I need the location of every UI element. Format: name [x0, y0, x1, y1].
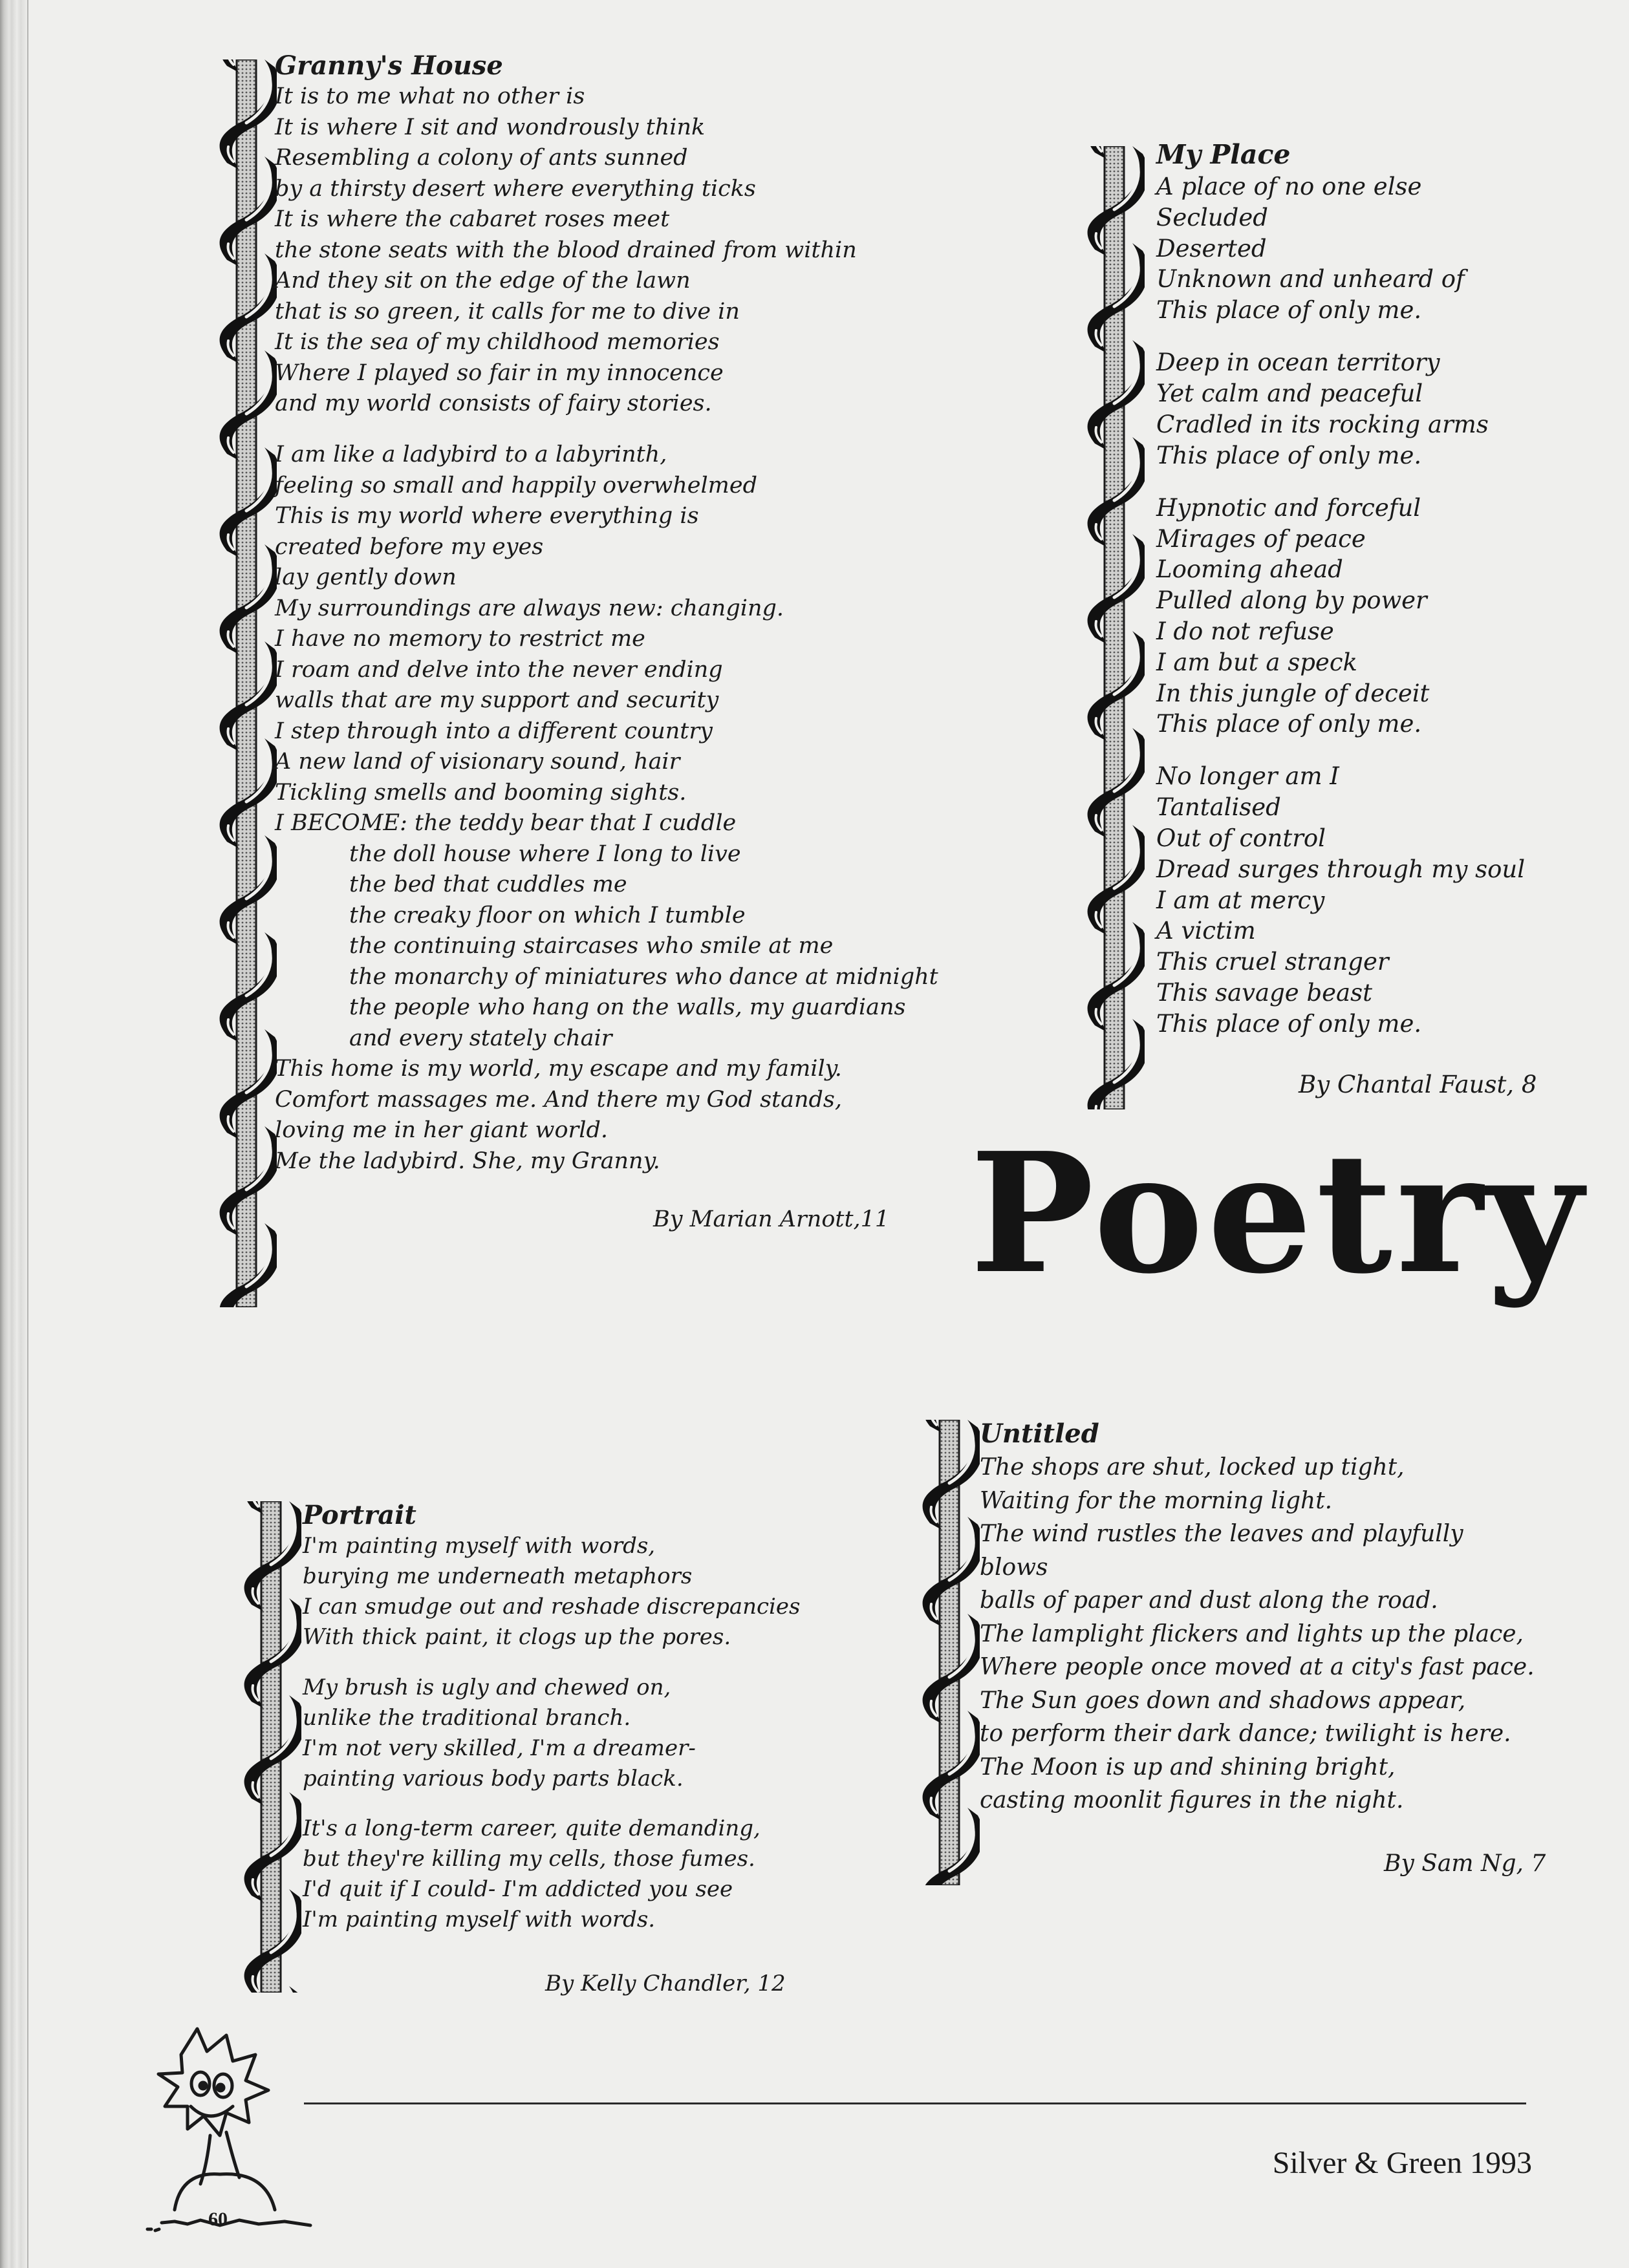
poem-title: Portrait: [303, 1500, 416, 1530]
poem-line: Me the ladybird. She, my Granny.: [275, 1148, 660, 1174]
stanza-break: [275, 420, 947, 440]
poem-line: I BECOME: the teddy bear that I cuddle: [275, 810, 737, 836]
poem-my-place: [1156, 138, 1544, 1098]
poem-line: I have no memory to restrict me: [275, 626, 645, 652]
section-heading: Poetry: [970, 1117, 1587, 1311]
poem-line: I am but a speck: [1156, 648, 1357, 676]
poem-line: to perform their dark dance; twilight is here.: [980, 1720, 1511, 1747]
poem-line: It's a long-term career, quite demanding,: [303, 1815, 761, 1842]
poem-line: I'm painting myself with words.: [303, 1907, 656, 1933]
poem-line: This place of only me.: [1156, 1009, 1422, 1038]
poem-line: This place of only me.: [1156, 441, 1422, 469]
poem-byline: By Sam Ng, 7: [1384, 1850, 1546, 1877]
poem-line: No longer am I: [1156, 762, 1339, 791]
poem-line: Deserted: [1156, 234, 1267, 262]
stanza-break: [1156, 326, 1544, 347]
poem-line: lay gently down: [275, 564, 457, 590]
poem-line: that is so green, it calls for me to dive in: [275, 298, 740, 325]
poem-line: balls of paper and dust along the road.: [980, 1587, 1438, 1614]
poem-line: Mirages of peace: [1156, 524, 1366, 553]
poem-line: casting moonlit figures in the night.: [980, 1787, 1404, 1813]
poem-line: It is the sea of my childhood memories: [275, 329, 720, 355]
poem-line: This is my world where everything is: [275, 503, 699, 529]
poem-body: [275, 81, 947, 1177]
poem-body: [303, 1531, 833, 1935]
poem-line: This place of only me.: [1156, 296, 1422, 325]
poem-byline: By Marian Arnott,11: [653, 1206, 890, 1232]
poem-line: This place of only me.: [1156, 710, 1422, 738]
poem-line: the bed that cuddles me: [349, 872, 627, 897]
poem-line: but they're killing my cells, those fumes.: [303, 1846, 755, 1872]
poem-line: feeling so small and happily overwhelmed: [275, 472, 757, 498]
poem-line: Where I played so fair in my innocence: [275, 359, 724, 386]
stanza-break: [303, 1653, 833, 1673]
poem-line: by a thirsty desert where everything ticks: [275, 175, 756, 202]
poem-title: Untitled: [980, 1418, 1099, 1449]
poem-line: I am like a ladybird to a labyrinth,: [275, 442, 667, 467]
poem-line: Resembling a colony of ants sunned: [275, 145, 688, 171]
poem-title: Granny's House: [275, 50, 503, 81]
poem-line: unlike the traditional branch.: [303, 1704, 631, 1731]
poem-line: The Moon is up and shining bright,: [980, 1753, 1396, 1781]
poem-line: It is to me what no other is: [275, 83, 585, 109]
stanza-break: [1156, 740, 1544, 761]
poem-line: Yet calm and peaceful: [1156, 380, 1423, 408]
poem-line: And they sit on the edge of the lawn: [275, 268, 691, 294]
poem-line: I am at mercy: [1156, 886, 1325, 914]
poem-line: Where people once moved at a city's fast pace.: [980, 1654, 1535, 1680]
poem-line: loving me in her giant world.: [275, 1117, 608, 1143]
page-number: 60: [208, 2209, 228, 2230]
twisted-rope-border-icon: [909, 1420, 980, 1885]
poem-line: I'd quit if I could- I'm addicted you see: [303, 1876, 733, 1903]
publication-footer: Silver & Green 1993: [1272, 2146, 1532, 2180]
poem-line: I step through into a different country: [275, 718, 713, 744]
poem-line: The wind rustles the leaves and playfully: [980, 1521, 1463, 1547]
poem-line: The lamplight flickers and lights up the place,: [980, 1620, 1524, 1647]
poem-line: the doll house where I long to live: [349, 840, 741, 867]
poem-line: This cruel stranger: [1156, 948, 1389, 976]
poem-line: Pulled along by power: [1156, 586, 1427, 615]
poem-body: [980, 1451, 1549, 1817]
poem-line: painting various body parts black.: [303, 1765, 684, 1792]
twisted-rope-border-icon: [230, 1501, 301, 1993]
poem-line: A place of no one else: [1156, 173, 1422, 200]
poem-line: This home is my world, my escape and my family.: [275, 1056, 842, 1082]
poem-line: I roam and delve into the never ending: [275, 656, 723, 683]
poem-line: I'm painting myself with words,: [303, 1533, 656, 1559]
poem-body: [1156, 171, 1544, 1040]
poem-line: Waiting for the morning light.: [980, 1487, 1333, 1514]
poem-line: Tickling smells and booming sights.: [275, 779, 687, 806]
poem-line: Cradled in its rocking arms: [1156, 410, 1489, 438]
poem-line: the stone seats with the blood drained from within: [275, 237, 857, 263]
poem-byline: By Kelly Chandler, 12: [545, 1971, 786, 1996]
poem-line: It is where I sit and wondrously think: [275, 114, 706, 140]
page-binding-edge: [0, 0, 28, 2268]
poem-line: the monarchy of miniatures who dance at midnight: [349, 963, 938, 990]
stanza-break: [1156, 471, 1544, 492]
poem-portrait: [303, 1500, 833, 1996]
poem-line: the continuing staircases who smile at me: [349, 933, 834, 959]
poem-line: The shops are shut, locked up tight,: [980, 1454, 1405, 1481]
poem-line: My brush is ugly and chewed on,: [303, 1674, 671, 1700]
poem-line: I'm not very skilled, I'm a dreamer-: [303, 1735, 696, 1761]
twisted-rope-border-icon: [1073, 146, 1145, 1109]
footer-rule: [304, 2102, 1526, 2104]
poem-untitled: [980, 1417, 1549, 1877]
poem-line: In this jungle of deceit: [1156, 679, 1430, 707]
poem-byline: By Chantal Faust, 8: [1299, 1071, 1537, 1098]
poem-line: Comfort massages me. And there my God stands,: [275, 1086, 842, 1113]
poem-line: the creaky floor on which I tumble: [349, 902, 746, 928]
poem-line: This savage beast: [1156, 979, 1372, 1007]
poem-line: created before my eyes: [275, 533, 544, 560]
poem-line: walls that are my support and security: [275, 687, 719, 713]
stanza-break: [303, 1794, 833, 1814]
poem-line: blows: [980, 1554, 1048, 1581]
poem-line: Dread surges through my soul: [1156, 855, 1526, 883]
poem-line: The Sun goes down and shadows appear,: [980, 1687, 1466, 1714]
poem-line: Looming ahead: [1156, 555, 1343, 584]
poem-line: A victim: [1156, 917, 1256, 945]
poem-line: I can smudge out and reshade discrepancies: [303, 1594, 801, 1620]
dinosaur-mascot-icon: [136, 2016, 330, 2251]
poem-line: Hypnotic and forceful: [1156, 493, 1421, 522]
poem-line: burying me underneath metaphors: [303, 1563, 693, 1589]
poem-line: and my world consists of fairy stories.: [275, 390, 712, 416]
poem-line: With thick paint, it clogs up the pores.: [303, 1624, 731, 1650]
poem-line: the people who hang on the walls, my guardians: [349, 994, 906, 1020]
poem-line: Unknown and unheard of: [1156, 265, 1465, 294]
poem-line: Tantalised: [1156, 793, 1281, 822]
poem-line: Secluded: [1156, 203, 1268, 231]
twisted-rope-border-icon: [206, 59, 277, 1307]
poem-line: Out of control: [1156, 824, 1326, 853]
poem-line: It is where the cabaret roses meet: [275, 206, 670, 232]
poem-line: My surroundings are always new: changing.: [275, 595, 784, 621]
poem-line: I do not refuse: [1156, 617, 1334, 645]
poem-grannys-house: [275, 50, 947, 1232]
poem-line: Deep in ocean territory: [1156, 348, 1440, 377]
poem-line: A new land of visionary sound, hair: [275, 749, 680, 775]
poem-line: and every stately chair: [349, 1025, 612, 1051]
poem-title: My Place: [1156, 139, 1291, 170]
